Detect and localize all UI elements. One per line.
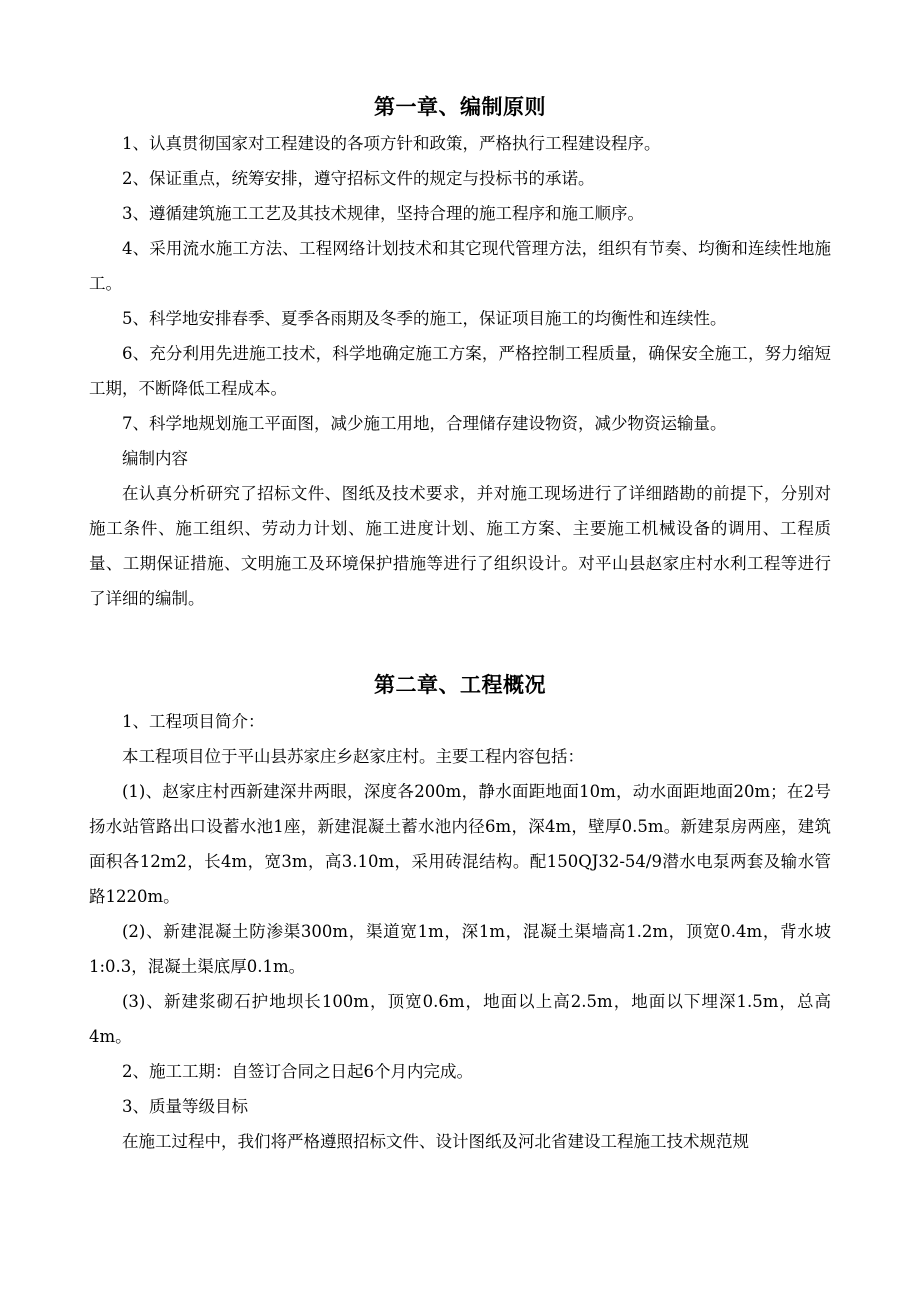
principle-6: 6、充分利用先进施工技术，科学地确定施工方案，严格控制工程质量，确保安全施工，努力缩短工期，不断降低工程成本。: [89, 344, 831, 398]
principle-5: 5、科学地安排春季、夏季各雨期及冬季的施工，保证项目施工的均衡性和连续性。: [122, 309, 727, 328]
content-paragraph: 在认真分析研究了招标文件、图纸及技术要求，并对施工现场进行了详细踏勘的前提下，分别对施工条件、施工组织、劳动力计划、施工进度计划、施工方案、主要施工机械设备的调用、工程质量、工期保证措施、文明施工及环境保护措施等进行了组织设计。对平山县赵家庄村水利工程等进行了详细的编制。: [89, 484, 831, 608]
quality-heading: 3、质量等级目标: [122, 1097, 248, 1116]
chapter-1-title: 第一章、编制原则: [374, 95, 546, 119]
principle-7: 7、科学地规划施工平面图，减少施工用地，合理储存建设物资，减少物资运输量。: [122, 414, 727, 433]
project-part-2: (2)、新建混凝土防渗渠300m，渠道宽1m，深1m，混凝土渠墙高1.2m，顶宽0.4m，背水坡1:0.3，混凝土渠底厚0.1m。: [89, 922, 831, 976]
principle-2: 2、保证重点，统筹安排，遵守招标文件的规定与投标书的承诺。: [122, 169, 595, 188]
document-body: [89, 88, 831, 1159]
construction-period: 2、施工工期：自签订合同之日起6个月内完成。: [122, 1062, 473, 1081]
quality-text: 在施工过程中，我们将严格遵照招标文件、设计图纸及河北省建设工程施工技术规范规: [122, 1132, 749, 1151]
principle-4: 4、采用流水施工方法、工程网络计划技术和其它现代管理方法，组织有节奏、均衡和连续性地施工。: [89, 239, 831, 293]
project-part-1: (1)、赵家庄村西新建深井两眼，深度各200m，静水面距地面10m，动水面距地面20m；在2号扬水站管路出口设蓄水池1座，新建混凝土蓄水池内径6m，深4m，壁厚0.5m。新建泵房两座，建筑面积各12m2，长4m，宽3m，高3.10m，采用砖混结构。配150QJ32-54/9潜水电泵两套及输水管路1220m。: [89, 782, 831, 906]
chapter-2-title: 第二章、工程概况: [374, 673, 546, 697]
principle-1: 1、认真贯彻国家对工程建设的各项方针和政策，严格执行工程建设程序。: [122, 134, 661, 153]
project-part-3: (3)、新建浆砌石护地坝长100m，顶宽0.6m，地面以上高2.5m，地面以下埋深1.5m，总高4m。: [89, 992, 831, 1046]
project-intro-text: 本工程项目位于平山县苏家庄乡赵家庄村。主要工程内容包括：: [122, 747, 584, 766]
chapter-spacer: [89, 616, 831, 666]
project-intro-heading: 1、工程项目简介：: [122, 712, 265, 731]
principle-3: 3、遵循建筑施工工艺及其技术规律，坚持合理的施工程序和施工顺序。: [122, 204, 644, 223]
content-heading: 编制内容: [122, 449, 188, 468]
